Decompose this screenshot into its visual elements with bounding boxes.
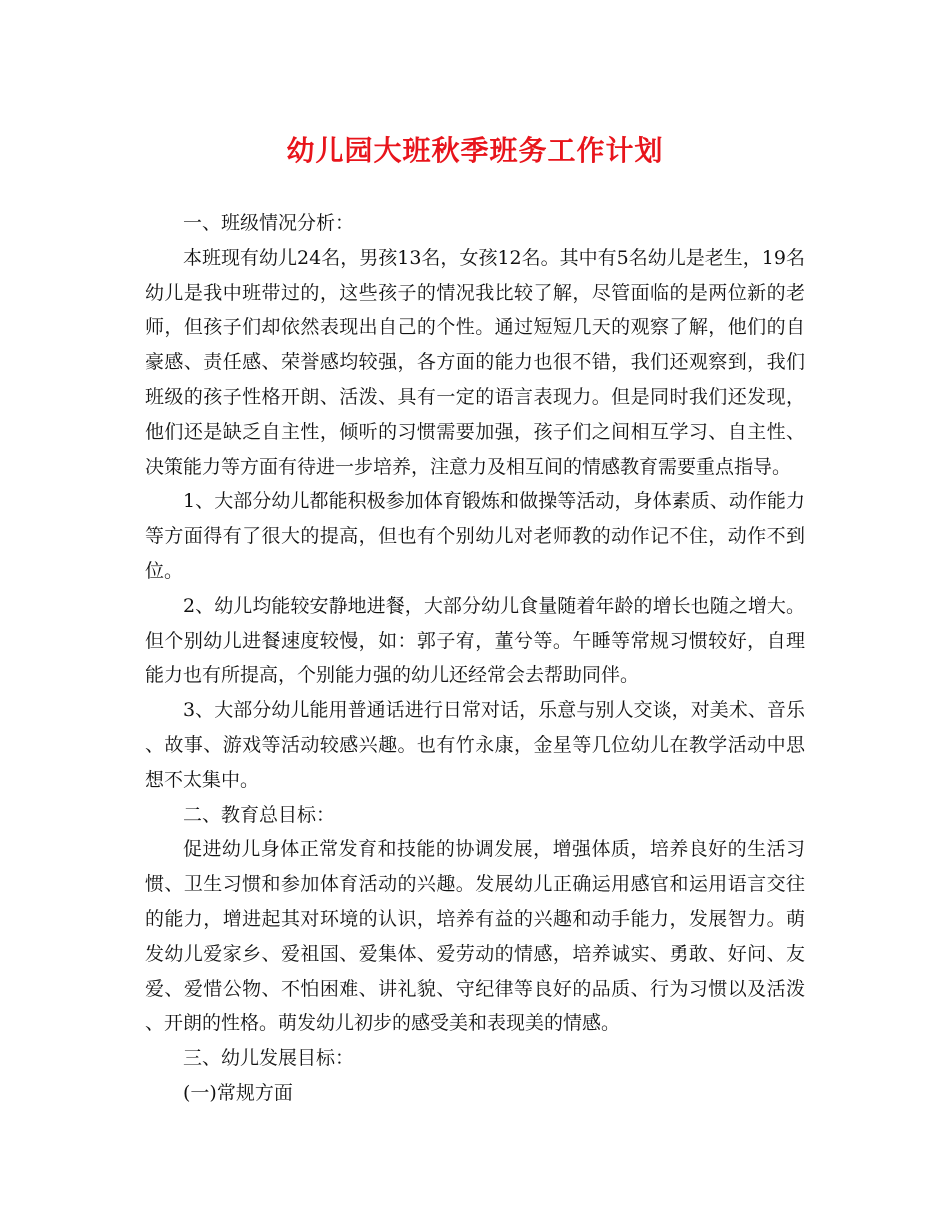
list-item-language: 3、大部分幼儿能用普通话进行日常对话，乐意与别人交谈，对美术、音乐、故事、游戏等活动较感兴趣。也有竹永康，金星等几位幼儿在教学活动中思想不太集中。 xyxy=(145,699,805,791)
paragraph-class-overview: 本班现有幼儿24名，男孩13名，女孩12名。其中有5名幼儿是老生，19名幼儿是我中班带过的，这些孩子的情况我比较了解，尽管面临的是两位新的老师，但孩子们却依然表现出自己的个性。通过短短几天的观察了解，他们的自豪感、责任感、荣誉感均较强，各方面的能力也很不错，我们还观察到，我们班级的孩子性格开朗、活泼、具有一定的语言表现力。但是同时我们还发现，他们还是缺乏自主性，倾听的习惯需要加强，孩子们之间相互学习、自主性、决策能力等方面有待进一步培养，注意力及相互间的情感教育需要重点指导。 xyxy=(145,246,805,478)
document-body xyxy=(145,206,805,1111)
document-title: 幼儿园大班秋季班务工作计划 xyxy=(286,134,664,167)
section-heading-development-goals: 三、幼儿发展目标： xyxy=(183,1047,355,1070)
list-item-physical: 1、大部分幼儿都能积极参加体育锻炼和做操等活动，身体素质、动作能力等方面得有了很大的提高，但也有个别幼儿对老师教的动作记不住，动作不到位。 xyxy=(145,490,805,582)
section-heading-class-analysis: 一、班级情况分析： xyxy=(183,212,355,234)
paragraph-education-goals: 促进幼儿身体正常发育和技能的协调发展，增强体质，培养良好的生活习惯、卫生习惯和参加体育活动的兴趣。发展幼儿正确运用感官和运用语言交往的能力，增进起其对环境的认识，培养有益的兴趣和动手能力，发展智力。萌发幼儿爱家乡、爱祖国、爱集体、爱劳动的情感，培养诚实、勇敢、好问、友爱、爱惜公物、不怕困难、讲礼貌、守纪律等良好的品质、行为习惯以及活泼、开朗的性格。萌发幼儿初步的感受美和表现美的情感。 xyxy=(145,838,805,1035)
list-item-meals: 2、幼儿均能较安静地进餐，大部分幼儿食量随着年龄的增长也随之增大。但个别幼儿进餐速度较慢，如：郭子宥，董兮等。午睡等常规习惯较好，自理能力也有所提高，个别能力强的幼儿还经常会去帮助同伴。 xyxy=(145,594,805,687)
section-heading-education-goals: 二、教育总目标： xyxy=(183,803,336,826)
subsection-heading-routine: (一)常规方面 xyxy=(183,1081,293,1104)
